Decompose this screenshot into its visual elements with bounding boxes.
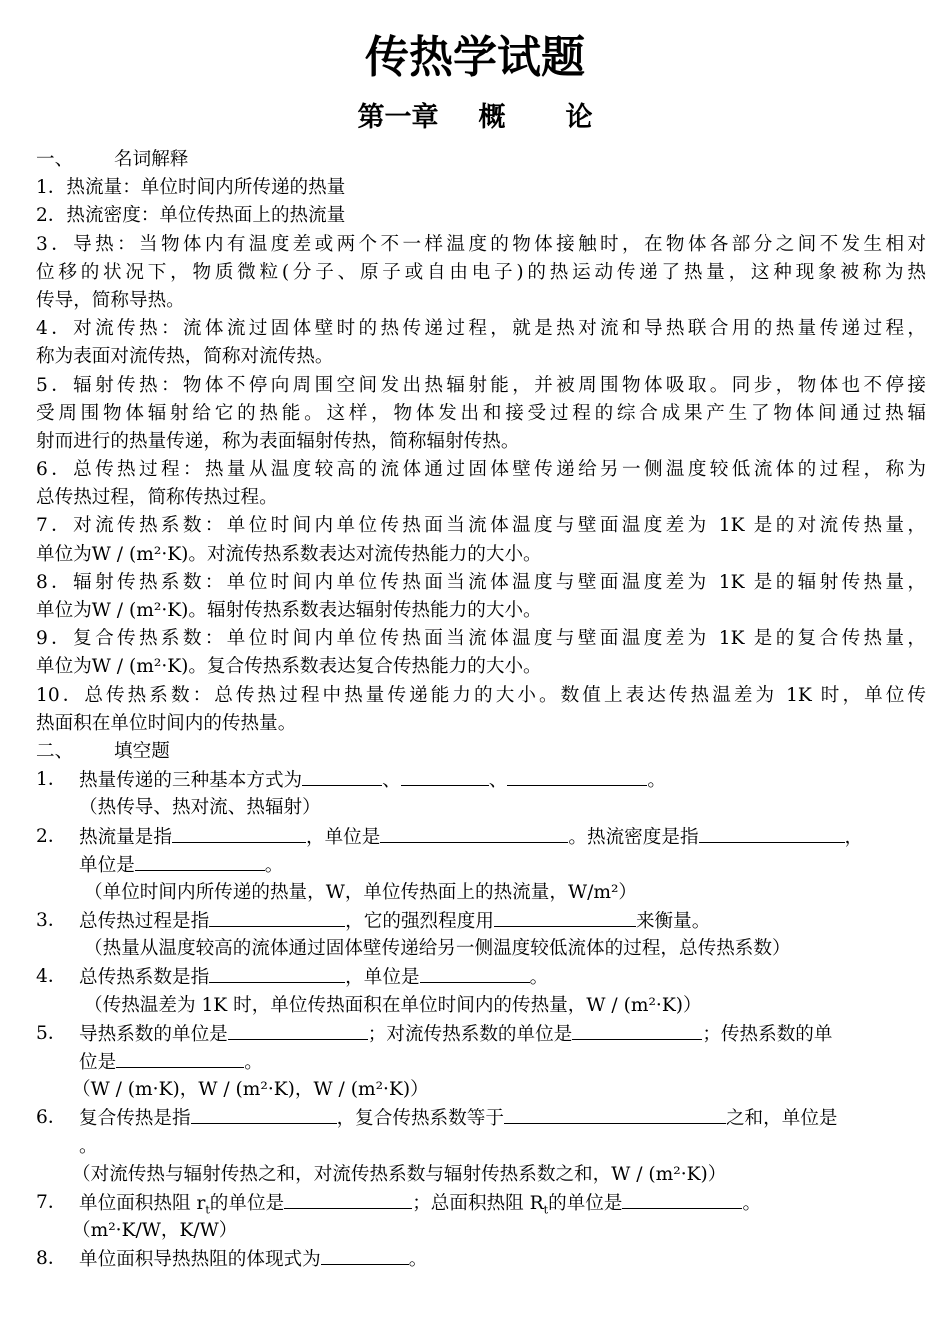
question-text: 热量传递的三种基本方式为 (79, 770, 303, 792)
answer-blank[interactable] (504, 1104, 726, 1124)
answer-blank[interactable] (507, 766, 647, 786)
definition-line: 7．对流传热系数：单位时间内单位传热面当流体温度与壁面温度差为 1K 是的对流传热量， (36, 515, 926, 537)
question-5 (36, 1020, 926, 1048)
section-title: 名词解释 (114, 149, 189, 170)
answer-blank[interactable] (228, 1020, 368, 1040)
chapter-label: 第一章 (357, 102, 439, 133)
definition-line: 10．总传热系数：总传热过程中热量传递能力的大小。数值上表达传热温差为 1K 时，单位传 (36, 684, 926, 706)
definition-line: 总传热过程，简称传热过程。 (36, 487, 278, 509)
definition-line: 射而进行的热量传递，称为表面辐射传热，简称辐射传热。 (36, 430, 520, 452)
question-text: 单位面积导热热阻的体现式为 (79, 1249, 321, 1271)
answer-line: （m²·K/W，K/W） (72, 1220, 238, 1242)
definition-line: 6．总传热过程：热量从温度较高的流体通过固体壁传递给另一侧温度较低流体的过程，称为 (36, 459, 926, 481)
answer-blank[interactable] (209, 907, 345, 927)
question-6-cont: 。 (79, 1135, 98, 1157)
section-number: 一、 (36, 149, 74, 170)
question-text: ， (844, 826, 864, 848)
question-text: ；总面积热阻 R (412, 1192, 544, 1214)
answer-line: （对流传热与辐射传热之和，对流传热系数与辐射传热系数之和，W / (m²·K)） (72, 1163, 727, 1185)
question-number: 1． (36, 769, 67, 791)
definition-line: 3．导热：当物体内有温度差或两个不一样温度的物体接触时，在物体各部分之间不发生相对 (36, 233, 926, 255)
question-3 (36, 907, 926, 935)
question-text: 。 (244, 1052, 263, 1073)
question-number: 5． (36, 1022, 67, 1044)
subscript: t (543, 1203, 549, 1217)
chapter-word-1: 概 (478, 102, 506, 133)
question-text: 单位是 (79, 854, 135, 876)
answer-blank[interactable] (172, 823, 306, 843)
question-text: 位是 (79, 1052, 117, 1073)
answer-blank[interactable] (191, 1104, 337, 1124)
chapter-heading (0, 98, 950, 138)
question-text: 总传热系数是指 (79, 967, 210, 989)
question-number: 7． (36, 1191, 67, 1213)
definition-line: 9．复合传热系数：单位时间内单位传热面当流体温度与壁面温度差为 1K 是的复合传热量， (36, 628, 926, 650)
question-number: 3． (36, 910, 67, 932)
question-4 (36, 963, 926, 991)
chapter-word-2: 论 (565, 102, 593, 133)
question-2 (36, 823, 926, 851)
definition-line: 4．对流传热：流体流过固体壁时的热传递过程，就是热对流和导热联合用的热量传递过程， (36, 318, 926, 340)
question-7 (36, 1189, 926, 1217)
question-text: ，复合传热系数等于 (336, 1108, 504, 1130)
question-text: 总传热过程是指 (79, 911, 210, 933)
question-text: 。 (529, 967, 549, 989)
question-1 (36, 766, 926, 794)
question-number: 4． (36, 966, 67, 988)
question-text: ，单位是 (305, 826, 381, 848)
question-text: 来衡量。 (635, 911, 711, 933)
section-heading (36, 738, 926, 766)
question-5-cont (36, 1048, 926, 1076)
question-text: 的单位是 (209, 1192, 285, 1214)
definition-line: 单位为W / (m²·K)。辐射传热系数表达辐射传热能力的大小。 (36, 600, 542, 621)
answer-blank[interactable] (420, 963, 530, 983)
question-text: 。 (264, 854, 284, 876)
question-number: 6． (36, 1107, 67, 1129)
definition-line: 1．热流量：单位时间内所传递的热量 (36, 177, 346, 199)
question-6 (36, 1104, 926, 1132)
question-text: ；对流传热系数的单位是 (367, 1023, 573, 1045)
answer-line: （W / (m·K)，W / (m²·K)，W / (m²·K)） (72, 1079, 429, 1101)
question-text: 单位面积热阻 r (79, 1192, 206, 1214)
answer-blank[interactable] (622, 1189, 742, 1209)
definition-line: 2．热流密度：单位传热面上的热流量 (36, 205, 346, 227)
answer-line: （单位时间内所传递的热量，W，单位传热面上的热流量，W/m²） (84, 881, 638, 903)
answer-blank[interactable] (380, 823, 568, 843)
answer-blank[interactable] (401, 766, 489, 786)
question-text: ，它的强烈程度用 (345, 911, 494, 933)
question-text: 。热流密度是指 (568, 826, 699, 848)
answer-blank[interactable] (572, 1020, 702, 1040)
page-title: 传热学试题 (365, 32, 585, 83)
separator: 、 (488, 770, 508, 792)
question-text: 。 (408, 1249, 428, 1271)
question-2-cont (36, 851, 926, 879)
answer-blank[interactable] (209, 963, 345, 983)
answer-blank[interactable] (284, 1189, 412, 1209)
answer-line: （热传导、热对流、热辐射） (79, 797, 321, 819)
question-text: 导热系数的单位是 (79, 1023, 228, 1045)
definition-line: 位移的状况下，物质微粒(分子、原子或自由电子)的热运动传递了热量，这种现象被称为热 (36, 261, 926, 283)
question-text: 的单位是 (548, 1192, 623, 1214)
answer-line: （传热温差为 1K 时，单位传热面积在单位时间内的传热量，W / (m²·K)） (84, 994, 702, 1016)
question-number: 8． (36, 1248, 67, 1270)
question-text: ；传热系数的单 (702, 1023, 833, 1045)
answer-blank[interactable] (494, 907, 636, 927)
answer-line: （热量从温度较高的流体通过固体壁传递给另一侧温度较低流体的过程，总传热系数） (84, 938, 791, 960)
answer-blank[interactable] (321, 1245, 409, 1265)
answer-blank[interactable] (302, 766, 382, 786)
definition-line: 传导，简称导热。 (36, 289, 185, 311)
section-heading (36, 146, 926, 174)
subscript: t (205, 1203, 210, 1217)
question-8 (36, 1245, 926, 1273)
document-body (36, 146, 926, 1274)
question-text: ，单位是 (345, 967, 420, 989)
question-text: 热流量是指 (79, 826, 172, 848)
separator: 、 (382, 770, 401, 792)
definition-line: 8．辐射传热系数：单位时间内单位传热面当流体温度与壁面温度差为 1K 是的辐射传热量， (36, 571, 926, 593)
section-number: 二、 (36, 740, 74, 762)
answer-blank[interactable] (699, 823, 845, 843)
question-text: 。 (647, 770, 666, 792)
question-number: 2． (36, 825, 67, 847)
question-text: 复合传热是指 (79, 1108, 191, 1130)
definition-line: 5．辐射传热：物体不停向周围空间发出热辐射能，并被周围物体吸取。同步，物体也不停接 (36, 374, 926, 396)
answer-blank[interactable] (135, 851, 265, 871)
answer-blank[interactable] (116, 1048, 244, 1068)
definition-line: 热面积在单位时间内的传热量。 (36, 712, 297, 734)
question-text: 。 (742, 1192, 762, 1214)
definition-line: 受周围物体辐射给它的热能。这样，物体发出和接受过程的综合成果产生了物体间通过热辐 (36, 402, 926, 424)
definition-line: 称为表面对流传热，简称对流传热。 (36, 346, 334, 368)
question-text: 之和，单位是 (725, 1108, 838, 1130)
definition-line: 单位为W / (m²·K)。对流传热系数表达对流传热能力的大小。 (36, 543, 542, 565)
section-title: 填空题 (114, 740, 170, 762)
definition-line: 单位为W / (m²·K)。复合传热系数表达复合传热能力的大小。 (36, 656, 542, 678)
